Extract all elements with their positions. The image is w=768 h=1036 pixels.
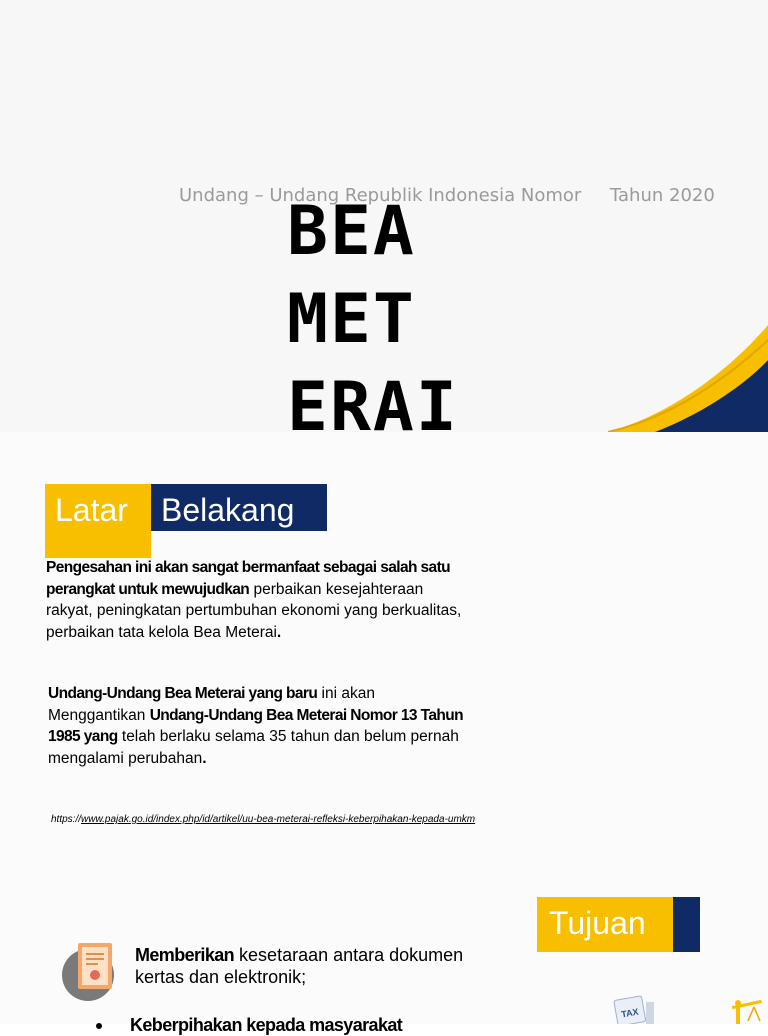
goal-item-1-bold: Memberikan — [135, 945, 235, 965]
tujuan-label: Tujuan — [549, 905, 646, 941]
goal-item-1-text: kesetaraan antara dokumen kertas dan elektronik; — [135, 945, 464, 987]
main-title — [287, 188, 487, 432]
document-certificate-icon — [60, 937, 120, 1001]
title-slide — [0, 0, 768, 432]
source-link[interactable] — [51, 814, 475, 825]
title-line-2: MET — [287, 280, 416, 359]
subtitle-year: Tahun 2020 — [610, 185, 715, 206]
paragraph-2-bold-2: Undang-Undang Bea Meterai Nomor 13 Tahun 1985 yang — [48, 706, 463, 745]
paragraph-1-bold: Pengesahan ini akan sangat bermanfaat sebagai salah satu perangkat untuk mewujudkan — [46, 559, 451, 598]
goal-item-2: Keberpihakan kepada masyarakat — [130, 1015, 403, 1035]
paragraph-2-text-1: ini akan Menggantikan — [48, 685, 375, 724]
source-link-url[interactable]: www.pajak.go.id/index.php/id/artikel/uu-bea-meterai-refleksi-keberpihakan-kepada-umkm — [81, 814, 476, 825]
goal-item-1 — [135, 944, 475, 988]
section-badge-tujuan — [537, 897, 700, 952]
tax-icon-label: TAX — [620, 1006, 640, 1020]
source-link-prefix: https:// — [51, 814, 82, 825]
paragraph-2-text-2: telah berlaku selama 35 tahun dan belum pernah mengalami perubahan — [48, 728, 459, 767]
title-line-1: BEA — [287, 192, 416, 271]
paragraph-1 — [46, 557, 466, 643]
badge-label-belakang: Belakang — [161, 492, 295, 528]
paragraph-1-text: perbaikan kesejahteraan rakyat, peningkatan pertumbuhan ekonomi yang berkualitas, perbaikan tata kelola Bea Meterai — [46, 580, 462, 641]
paragraph-2 — [48, 683, 468, 769]
tax-icon — [610, 992, 660, 1024]
content-slide — [0, 432, 768, 1035]
section-badge-latar-belakang — [45, 484, 327, 558]
title-line-3: ERAI — [287, 368, 459, 432]
tujuan-navy-block — [673, 897, 700, 952]
subtitle-law: Undang – Undang Republik Indonesia Nomor — [179, 185, 582, 206]
decorative-swoosh — [560, 300, 768, 432]
badge-label-latar: Latar — [55, 492, 128, 528]
paragraph-2-bold-1: Undang-Undang Bea Meterai yang baru — [48, 685, 318, 702]
paragraph-2-end: . — [202, 749, 206, 767]
paragraph-1-end: . — [276, 623, 281, 641]
scale-icon — [730, 997, 768, 1024]
